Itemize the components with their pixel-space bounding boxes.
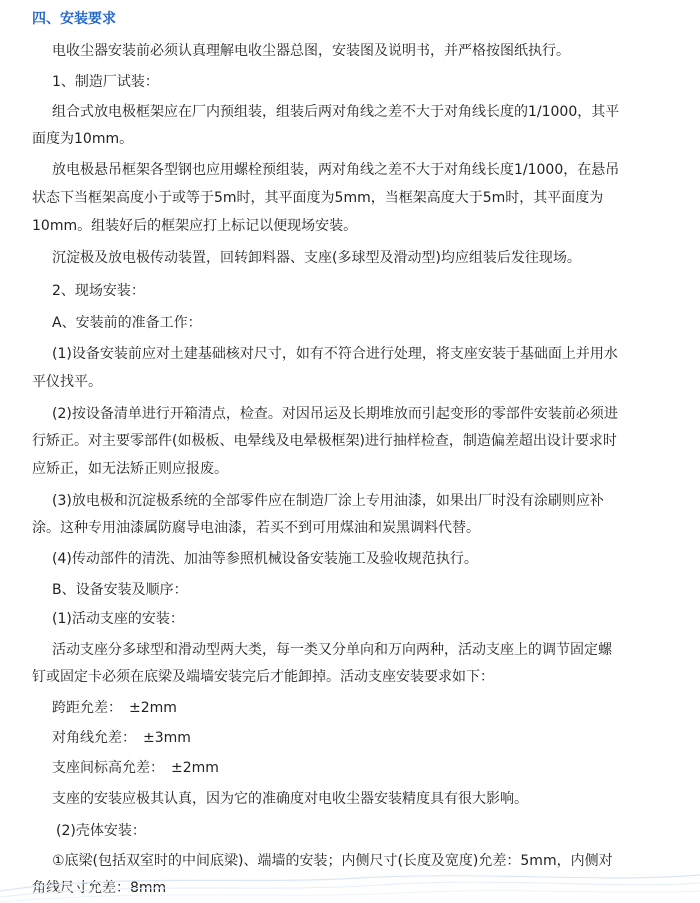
- paragraph-line: ①底梁(包括双室时的中间底梁)、端墙的安装；内侧尺寸(长度及宽度)允差：5mm，内侧对: [52, 853, 613, 869]
- paragraph-line: 钉或固定卡必须在底梁及端墙安装完后才能卸掉。活动支座安装要求如下：: [32, 669, 494, 685]
- paragraph-line: 组合式放电极框架应在厂内预组装，组装后两对角线之差不大于对角线长度的1/1000，其平: [52, 104, 620, 120]
- subsection-title: 2、现场安装：: [52, 283, 145, 299]
- paragraph-line: 面度为10mm。: [32, 131, 134, 147]
- paragraph-line: 涂。这种专用油漆属防腐导电油漆，若买不到可用煤油和炭黑调料代替。: [32, 520, 480, 536]
- paragraph-line: 状态下当框架高度小于或等于5m时，其平面度为5mm，当框架高度大于5m时，其平面度为: [32, 190, 604, 206]
- paragraph-line: 角线尺寸允差：8mm: [32, 880, 167, 896]
- paragraph-line: 平仪找平。: [32, 374, 102, 390]
- tolerance-line: 支座间标高允差： ±2mm: [52, 760, 219, 776]
- tolerance-line: 跨距允差： ±2mm: [52, 700, 177, 716]
- paragraph-line: (1)设备安装前应对土建基础核对尺寸，如有不符合进行处理，将支座安装于基础面上并用水: [52, 346, 618, 362]
- paragraph-line: 放电极悬吊框架各型钢也应用螺栓预组装，两对角线之差不大于对角线长度1/1000，在悬吊: [52, 162, 620, 178]
- subsection-title: 1、制造厂试装：: [52, 74, 159, 90]
- paragraph-line: (2)按设备清单进行开箱清点，检查。对因吊运及长期堆放而引起变形的零部件安装前必须进: [52, 406, 618, 422]
- paragraph-line: 10mm。组装好后的框架应打上标记以便现场安装。: [32, 218, 358, 234]
- paragraph-line: 沉淀极及放电极传动装置，回转卸料器、支座(多球型及滑动型)均应组装后发往现场。: [52, 250, 581, 266]
- paragraph-line: (3)放电极和沉淀极系统的全部零件应在制造厂涂上专用油漆，如果出厂时没有涂刷则应补: [52, 493, 604, 509]
- subsection-title: (1)活动支座的安装：: [52, 611, 184, 627]
- paragraph-line: 行矫正。对主要零部件(如极板、电晕线及电晕极框架)进行抽样检查，制造偏差超出设计要求时: [32, 433, 617, 449]
- tolerance-line: 对角线允差： ±3mm: [52, 730, 191, 746]
- paragraph-line: (4)传动部件的清洗、加油等参照机械设备安装施工及验收规范执行。: [52, 551, 478, 567]
- subsection-title: B、设备安装及顺序：: [52, 582, 188, 598]
- paragraph-line: 应矫正，如无法矫正则应报废。: [32, 461, 228, 477]
- section-title: 四、安装要求: [32, 11, 116, 27]
- subsection-title: (2)壳体安装：: [56, 823, 146, 839]
- paragraph-line: 电收尘器安装前必须认真理解电收尘器总图，安装图及说明书，并严格按图纸执行。: [52, 43, 570, 59]
- paragraph-line: 支座的安装应极其认真，因为它的准确度对电收尘器安装精度具有很大影响。: [52, 791, 528, 807]
- subsection-title: A、安装前的准备工作：: [52, 315, 202, 331]
- paragraph-line: 活动支座分多球型和滑动型两大类，每一类又分单向和万向两种，活动支座上的调节固定螺: [52, 642, 612, 658]
